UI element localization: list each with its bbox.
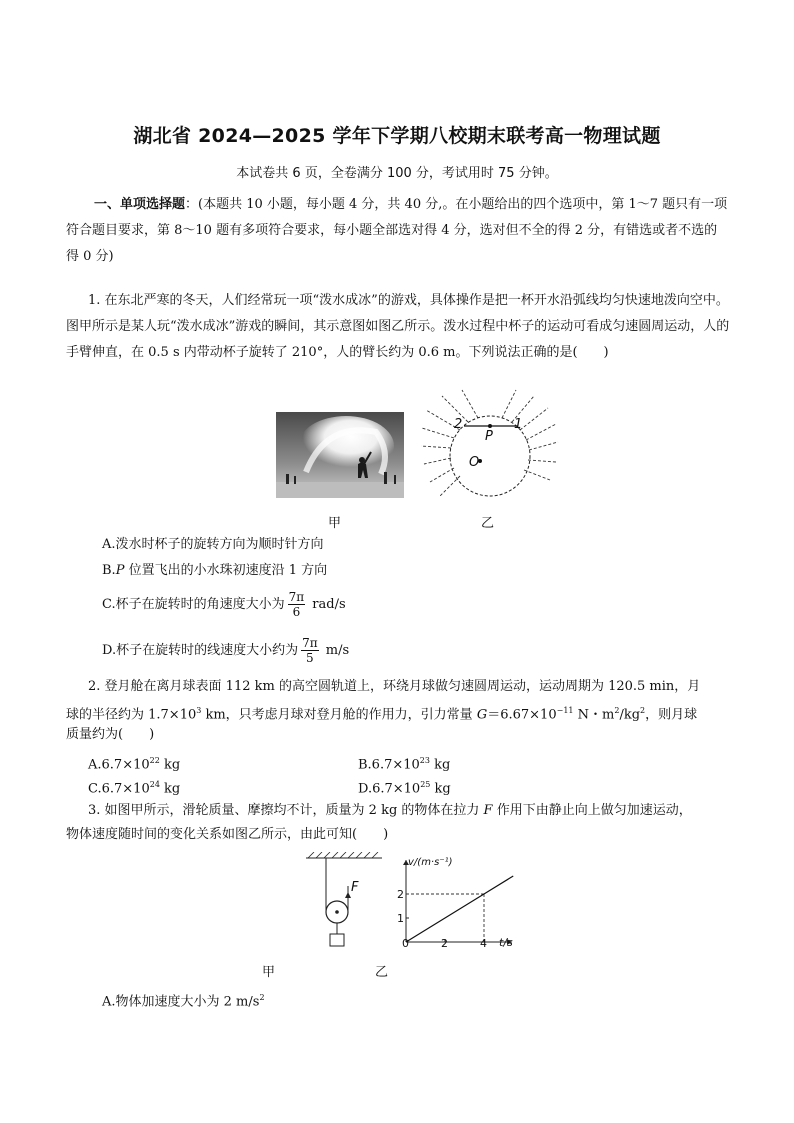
q3-text: 作用下由静止向上做匀加速运动， [492,803,692,818]
label-force: F [351,880,359,895]
question-1-stem: 1. 在东北严寒的冬天，人们经常玩一项“泼水成冰”的游戏，具体操作是把一杯开水沿弧线均匀快速地泼向空中。图甲所示是某人玩“泼水成冰”游戏的瞬间，其示意图如图乙所示。泼水过程中杯子的运动可看成匀速圆周运动，人的手臂伸直，在 0.5 s 内带动杯子旋转了 210°，人的臂长约为 0.6 m。下列说法正确的是( ) [66,293,730,360]
question-3-line1 [88,798,692,824]
chart-xlabel: t/s [499,936,513,949]
fraction-numerator: 7π [302,636,318,650]
q3-text: 3. 如图甲所示，滑轮质量、摩擦均不计，质量为 2 kg 的物体在拉力 [88,803,484,818]
q1-option-b [102,558,327,584]
q1-option-d-prefix: D.杯子在旋转时的线速度大小约为 [102,643,299,658]
section-text: ：(本题共 10 小题，每小题 4 分，共 40 分,。在小题给出的四个选项中，第 1～7 题只有一项符合题目要求，第 8～10 题有多项符合要求，每小题全部选对得 4 分，选对但不全的得 2 分，有错选或者不选的得 0 分) [66,197,728,264]
q2-text: 球的半径约为 1.7×10 [66,707,197,723]
option-unit: kg [159,781,181,797]
question-2-line2 [66,698,697,728]
option-unit: kg [430,781,451,797]
label-direction-2: 2 [454,417,463,432]
splash-photo [276,412,404,498]
q1-option-b-var: P [115,563,125,578]
option-exponent: 24 [149,780,160,789]
q2-exponent: 2 [640,706,646,715]
q2-exponent: 3 [196,706,202,715]
exam-info: 本试卷共 6 页，全卷满分 100 分，考试用时 75 分钟。 [236,166,558,181]
q3-option-a-exponent: 2 [259,993,265,1002]
q1-option-d-fraction [301,636,319,665]
circle-diagram [418,388,560,500]
label-point-o: O [469,455,480,470]
q1-option-c-unit: rad/s [312,597,346,612]
chart-ytick-label: 1 [397,912,404,925]
figure-label-jia-1: 甲 [328,516,342,531]
option-base: A.6.7×10 [88,757,150,773]
q1-option-b-text: 位置飞出的小水珠初速度沿 1 方向 [124,563,328,578]
chart-xtick-label: 0 [402,937,409,950]
section-instructions [66,192,730,270]
option-base: D.6.7×10 [358,781,421,797]
q1-option-d [102,636,349,665]
option-exponent: 23 [419,756,430,765]
figure-label-yi-1: 乙 [481,516,495,531]
q2-text: ，则月球 [645,707,698,723]
question-3-line2: 物体速度随时间的变化关系如图乙所示，由此可知( ) [66,827,389,842]
q2-text: km，只考虑月球对登月舱的作用力，引力常量 [201,707,477,723]
q1-option-d-unit: m/s [325,643,350,658]
chart-ytick-label: 2 [397,888,404,901]
q2-var-g: G [476,707,488,723]
option-exponent: 25 [420,780,431,789]
q3-var-f: F [483,803,493,818]
figure-label-yi-3: 乙 [375,965,389,980]
option-base: C.6.7×10 [88,781,150,797]
option-unit: kg [159,757,181,773]
question-2-line3: 质量约为( ) [66,727,155,742]
q2-text: ＝6.67×10 [487,707,557,723]
q1-option-c-fraction [288,590,306,619]
q1-option-c-prefix: C.杯子在旋转时的角速度大小为 [102,597,285,612]
q2-text: N・m [573,707,615,723]
label-direction-1: 1 [514,417,523,432]
chart-xtick-label: 4 [480,937,487,950]
label-point-p: P [485,429,493,444]
question-2-line1: 2. 登月舱在离月球表面 112 km 的高空圆轨道上，环绕月球做匀速圆周运动，运动周期为 120.5 min，月 [88,679,701,694]
figure-label-jia-3: 甲 [262,965,276,980]
q1-option-a: A.泼水时杯子的旋转方向为顺时针方向 [102,537,324,552]
fraction-denominator: 6 [292,605,301,619]
option-exponent: 22 [149,756,160,765]
fraction-denominator: 5 [306,651,314,665]
chart-xtick-label: 2 [441,937,448,950]
chart-series-line [406,876,513,942]
q3-option-a-text: A.物体加速度大小为 2 m/s [102,994,260,1010]
option-unit: kg [429,757,451,773]
fraction-numerator: 7π [288,590,305,604]
q1-option-c [102,590,346,619]
q2-text: /kg [619,707,641,723]
section-heading: 一、单项选择题 [94,197,186,212]
chart-ylabel: v/(m·s⁻¹) [408,857,453,868]
q3-option-a [102,985,265,1015]
q1-option-b-prefix: B. [102,563,116,578]
q2-exponent: 2 [614,706,620,715]
page-title: 湖北省 2024—2025 学年下学期八校期末联考高一物理试题 [133,125,661,147]
q2-exponent: −11 [556,706,574,715]
option-base: B.6.7×10 [358,757,420,773]
